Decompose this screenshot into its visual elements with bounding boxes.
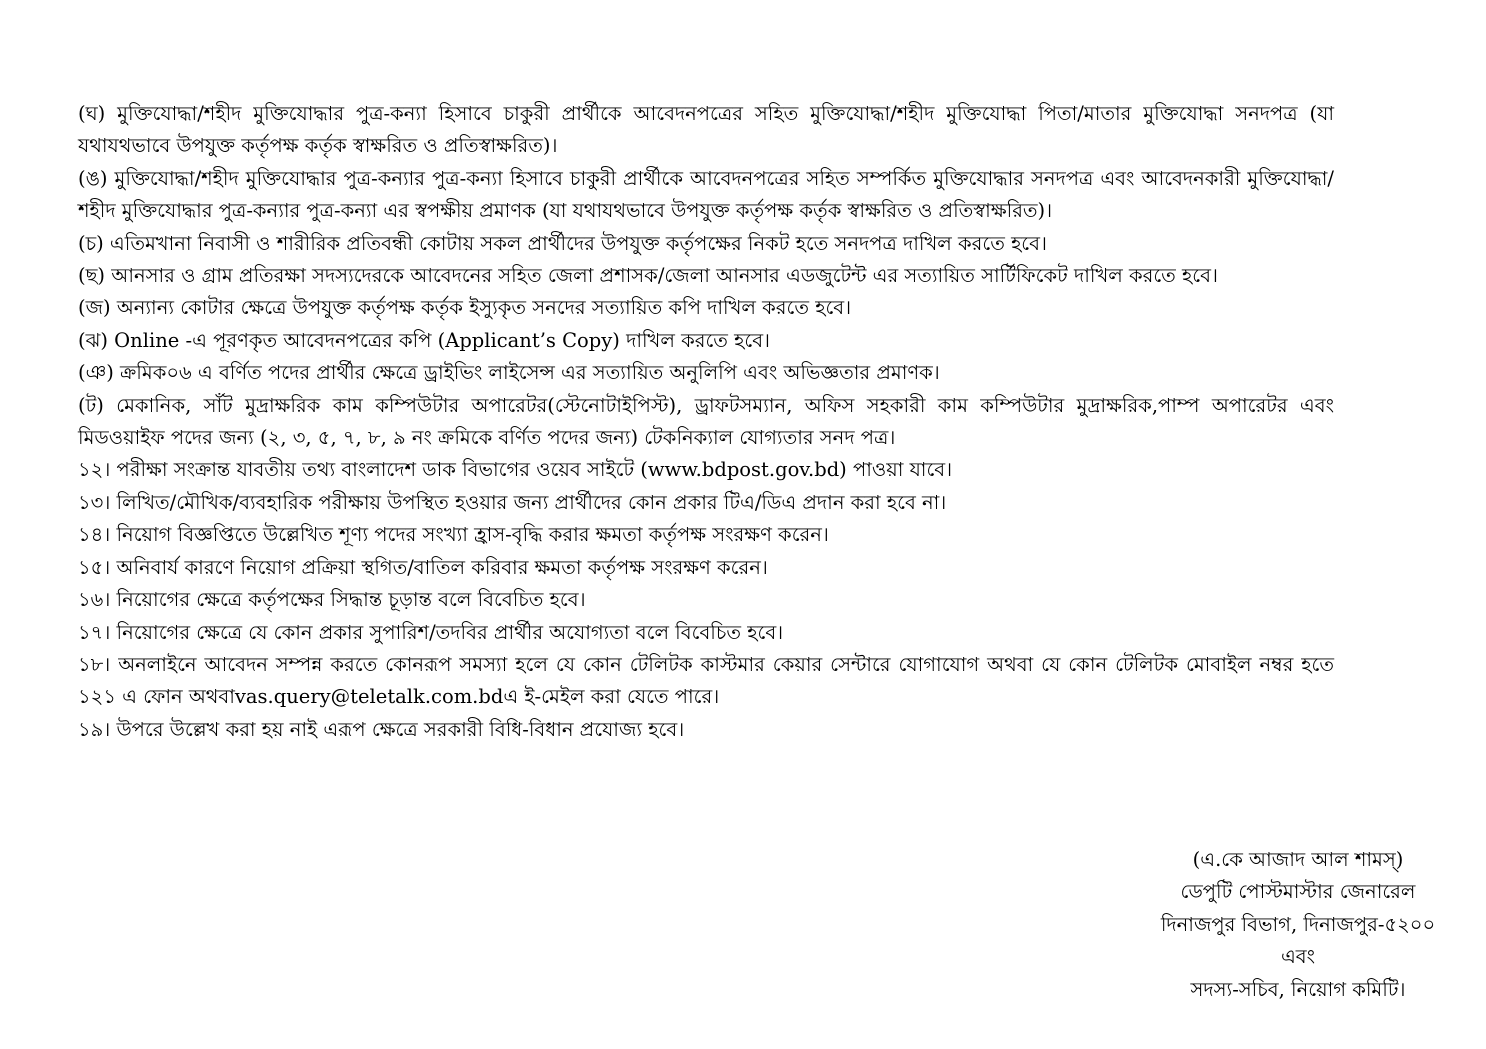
item-14: ১৪। নিয়োগ বিজ্ঞপ্তিতে উল্লেখিত শূণ্য পদের সংখ্যা হ্রাস-বৃদ্ধি করার ক্ষমতা কর্তৃপক্ষ সংরক্ষণ করেন। [78,523,829,547]
signatory-designation: ডেপুটি পোস্টমাস্টার জেনারেল [1180,880,1416,904]
item-17: ১৭। নিয়োগের ক্ষেত্রে যে কোন প্রকার সুপারিশ/তদবির প্রার্থীর অযোগ্যতা বলে বিবেচিত হবে। [78,620,784,644]
signatory-office: দিনাজপুর বিভাগ, দিনাজপুর-৫২০০ [1160,912,1436,936]
signatory-conjunction: এবং [1280,945,1316,969]
signature-block [1128,844,1468,1006]
clause-chha: (ছ) আনসার ও গ্রাম প্রতিরক্ষা সদস্যদেরকে আবেদনের সহিত জেলা প্রশাসক/জেলা আনসার এডজুটেন্ট এর সত্যায়িত সার্টিফিকেট দাখিল করতে হবে। [78,264,1218,288]
clause-gha: (ঘ) মুক্তিযোদ্ধা/শহীদ মুক্তিযোদ্ধার পুত্র-কন্যা হিসাবে চাকুরী প্রার্থীকে আবেদনপত্রের সহিত মুক্তিযোদ্ধা/শহীদ মুক্তিযোদ্ধা পিতা/মাতার মুক্তিযোদ্ধা সনদপত্র (যা যথাযথভাবে উপযুক্ত কর্তৃপক্ষ কর্তৃক স্বাক্ষরিত ও প্রতিস্বাক্ষরিত)। [78,102,1334,158]
clause-cha: (চ) এতিমখানা নিবাসী ও শারীরিক প্রতিবন্ধী কোটায় সকল প্রার্থীদের উপযুক্ত কর্তৃপক্ষের নিকট হতে সনদপত্র দাখিল করতে হবে। [78,231,1047,255]
clause-jha: (ঝ) Online -এ পূরণকৃত আবেদনপত্রের কপি (Applicant’s Copy) দাখিল করতে হবে। [78,328,771,352]
clause-ta: (ট) মেকানিক, সাঁট মুদ্রাক্ষরিক কাম কম্পিউটার অপারেটর(স্টেনোটাইপিস্ট), ড্রাফটসম্যান, অফিস সহকারী কাম কম্পিউটার মুদ্রাক্ষরিক,পাম্প অপারেটর এবং মিডওয়াইফ পদের জন্য (২, ৩, ৫, ৭, ৮, ৯ নং ক্রমিকে বর্ণিত পদের জন্য) টেকনিক্যাল যোগ্যতার সনদ পত্র। [78,393,1334,450]
item-19: ১৯। উপরে উল্লেখ করা হয় নাই এরূপ ক্ষেত্রে সরকারী বিধি-বিধান প্রযোজ্য হবে। [78,717,685,741]
notice-body [78,98,1334,746]
clause-ja: (জ) অন্যান্য কোটার ক্ষেত্রে উপযুক্ত কর্তৃপক্ষ কর্তৃক ইস্যুকৃত সনদের সত্যায়িত কপি দাখিল করতে হবে। [78,296,852,320]
clause-umo: (ঙ) মুক্তিযোদ্ধা/শহীদ মুক্তিযোদ্ধার পুত্র-কন্যার পুত্র-কন্যা হিসাবে চাকুরী প্রার্থীকে আবেদনপত্রের সহিত সম্পর্কিত মুক্তিযোদ্ধার সনদপত্র এবং আবেদনকারী মুক্তিযোদ্ধা/শহীদ মুক্তিযোদ্ধার পুত্র-কন্যার পুত্র-কন্যা এর স্বপক্ষীয় প্রমাণক (যা যথাযথভাবে উপযুক্ত কর্তৃপক্ষ কর্তৃক স্বাক্ষরিত ও প্রতিস্বাক্ষরিত)। [78,166,1334,223]
signatory-role: সদস্য-সচিব, নিয়োগ কমিটি। [1190,977,1406,1001]
item-16: ১৬। নিয়োগের ক্ষেত্রে কর্তৃপক্ষের সিদ্ধান্ত চূড়ান্ত বলে বিবেচিত হবে। [78,588,586,612]
item-13: ১৩। লিখিত/মৌখিক/ব্যবহারিক পরীক্ষায় উপস্থিত হওয়ার জন্য প্রার্থীদের কোন প্রকার টিএ/ডিএ প্রদান করা হবে না। [78,490,947,514]
clause-neo: (ঞ) ক্রমিক০৬ এ বর্ণিত পদের প্রার্থীর ক্ষেত্রে ড্রাইভিং লাইসেন্স এর সত্যায়িত অনুলিপি এবং অভিজ্ঞতার প্রমাণক। [78,361,940,385]
item-15: ১৫। অনিবার্য কারণে নিয়োগ প্রক্রিয়া স্থগিত/বাতিল করিবার ক্ষমতা কর্তৃপক্ষ সংরক্ষণ করেন। [78,555,768,579]
item-18: ১৮। অনলাইনে আবেদন সম্পন্ন করতে কোনরূপ সমস্যা হলে যে কোন টেলিটক কাস্টমার কেয়ার সেন্টারে যোগাযোগ অথবা যে কোন টেলিটক মোবাইল নম্বর হতে ১২১ এ ফোন অথবাvas.query@teletalk.com.bdএ ই-মেইল করা যেতে পারে। [78,652,1334,709]
item-12: ১২। পরীক্ষা সংক্রান্ত যাবতীয় তথ্য বাংলাদেশ ডাক বিভাগের ওয়েব সাইটে (www.bdpost.gov.bd) পাওয়া যাবে। [78,458,953,482]
signatory-name: (এ.কে আজাদ আল শামস্) [1192,848,1404,871]
